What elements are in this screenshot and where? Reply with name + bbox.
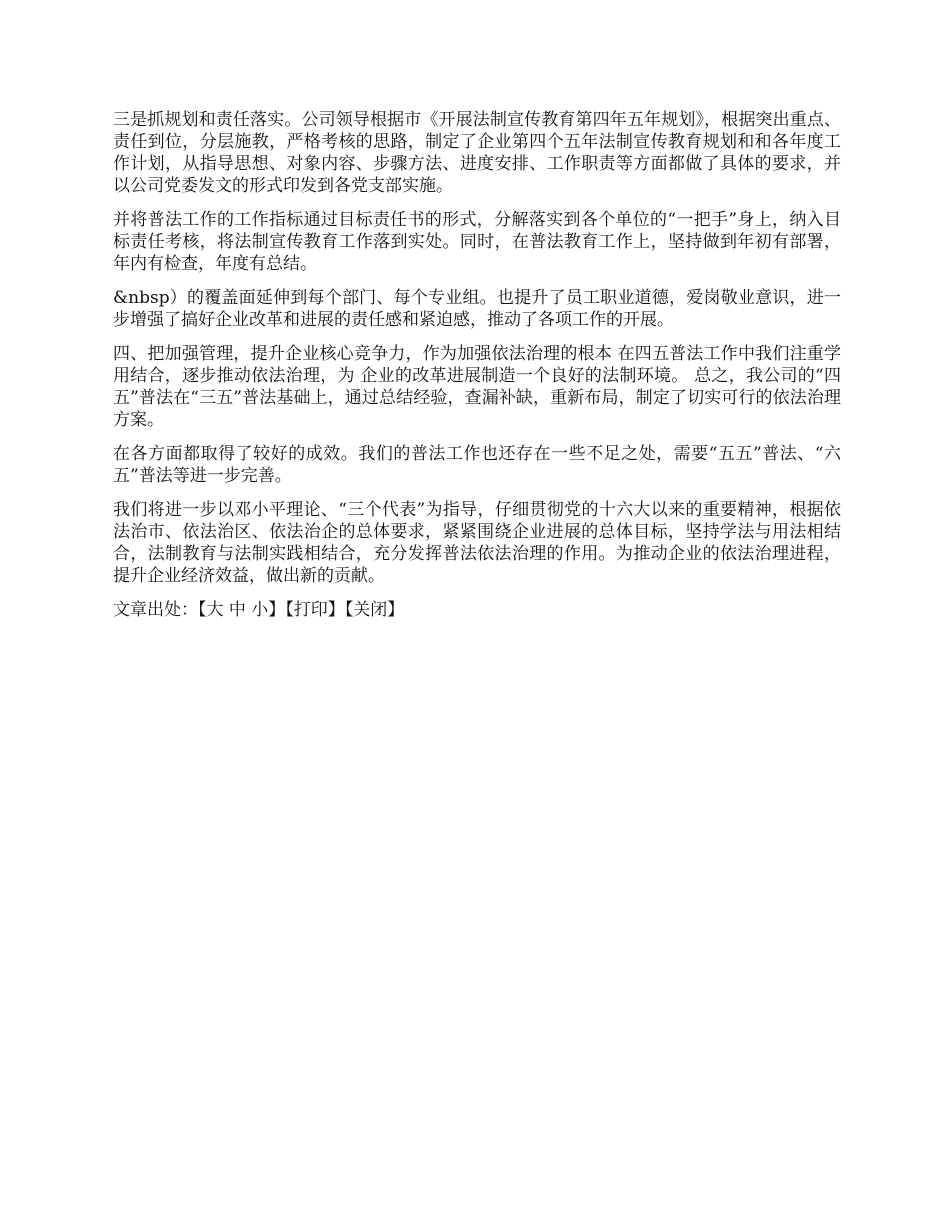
- paragraph-management: 四、把加强管理，提升企业核心竞争力，作为加强依法治理的根本 在四五普法工作中我们注重学用结合，逐步推动依法治理，为 企业的改革进展制造一个良好的法制环境。 总之，我公司的“四五”普法在“三五”普法基础上，通过总结经验，查漏补缺，重新布局，制定了切实可行的依法治理方案。: [113, 344, 841, 430]
- close-link[interactable]: 【关闭】: [344, 600, 405, 620]
- paragraph-planning: 三是抓规划和责任落实。公司领导根据市《开展法制宣传教育第四年五年规划》，根据突出重点、责任到位，分层施教，严格考核的思路，制定了企业第四个五年法制宣传教育规划和和各年度工作计划，从指导思想、对象内容、步骤方法、进度安排、工作职责等方面都做了具体的要求，并以公司党委发文的形式印发到各党支部实施。: [113, 110, 841, 196]
- article-body: [113, 109, 841, 621]
- paragraph-outlook: 我们将进一步以邓小平理论、“三个代表”为指导，仔细贯彻党的十六大以来的重要精神，根据依法治市、依法治区、依法治企的总体要求，紧紧围绕企业进展的总体目标，坚持学法与用法相结合，法制教育与法制实践相结合，充分发挥普法依法治理的作用。为推动企业的依法治理进程，提升企业经济效益，做出新的贡献。: [113, 500, 841, 586]
- paragraph-coverage: &nbsp）的覆盖面延伸到每个部门、每个专业组。也提升了员工职业道德，爱岗敬业意识，进一步增强了搞好企业改革和进展的责任感和紧迫感，推动了各项工作的开展。: [113, 288, 841, 330]
- paragraph-results: 在各方面都取得了较好的成效。我们的普法工作也还存在一些不足之处，需要“五五”普法、“六五”普法等进一步完善。: [113, 444, 841, 486]
- article-footer: [113, 599, 841, 621]
- source-label: 文章出处：: [113, 600, 198, 620]
- print-link[interactable]: 【打印】: [285, 600, 345, 620]
- font-size-links[interactable]: 【大 中 小】: [198, 600, 286, 620]
- paragraph-responsibility: 并将普法工作的工作指标通过目标责任书的形式，分解落实到各个单位的“一把手”身上，纳入目标责任考核，将法制宣传教育工作落到实处。同时，在普法教育工作上，坚持做到年初有部署，年内有检查，年度有总结。: [113, 210, 841, 274]
